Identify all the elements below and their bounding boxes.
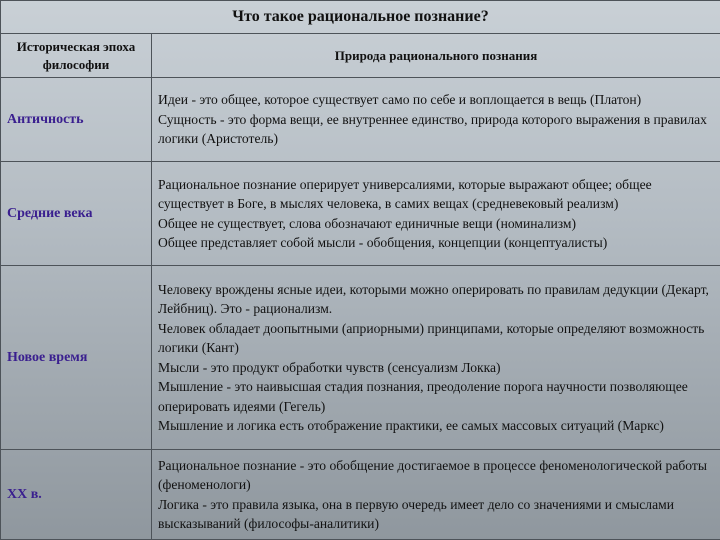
era-cell: Античность xyxy=(1,78,152,162)
desc-line: Рациональное познание оперирует универсалиями, которые выражают общее; общее существует в Боге, в мыслях человека, в самих вещах (средневековый реализм) xyxy=(158,176,652,211)
desc-line: Логика - это правила языка, она в первую очередь имеет дело со значениями и смыслами высказываний (философы-аналитики) xyxy=(158,496,674,531)
table-row xyxy=(1,78,720,162)
era-cell: Новое время xyxy=(1,266,152,450)
desc-line: Мысли - это продукт обработки чувств (сенсуализм Локка) xyxy=(158,359,501,375)
slide-title: Что такое рациональное познание? xyxy=(1,1,720,34)
desc-line: Человек обладает доопытными (априорными) принципами, которые определяют возможность логики (Кант) xyxy=(158,320,705,355)
desc-cell xyxy=(152,266,720,450)
desc-line: Мышление - это наивысшая стадия познания, преодоление порога научности позволяющее оперировать идеями (Гегель) xyxy=(158,379,688,414)
era-cell: Средние века xyxy=(1,162,152,266)
desc-line: Общее не существует, слова обозначают единичные вещи (номинализм) xyxy=(158,215,577,231)
desc-line: Рациональное познание - это обобщение достигаемое в процессе феноменологической работы (феноменологи) xyxy=(158,457,707,492)
table-row xyxy=(1,450,720,540)
header-nature: Природа рационального познания xyxy=(152,34,720,78)
table-row xyxy=(1,266,720,450)
desc-line: Мышление и логика есть отображение практики, ее самых массовых ситуаций (Маркс) xyxy=(158,418,664,433)
header-era: Историческая эпоха философии xyxy=(1,34,152,78)
desc-line: Общее представляет собой мысли - обобщения, концепции (концептуалисты) xyxy=(158,235,608,250)
era-cell: XX в. xyxy=(1,450,152,540)
desc-cell xyxy=(152,450,720,540)
header-row xyxy=(1,34,720,78)
desc-line: Сущность - это форма вещи, ее внутреннее единство, природа которого выражения в правилах логики (Аристотель) xyxy=(158,111,707,147)
desc-line: Идеи - это общее, которое существует само по себе и воплощается в вещь (Платон) xyxy=(158,92,642,108)
table-row xyxy=(1,162,720,266)
desc-cell xyxy=(152,162,720,266)
desc-cell xyxy=(152,78,720,162)
desc-line: Человеку врождены ясные идеи, которыми можно оперировать по правилам дедукции (Декарт, Лейбниц). Это - рационализм. xyxy=(158,281,709,316)
title-row xyxy=(1,1,720,34)
